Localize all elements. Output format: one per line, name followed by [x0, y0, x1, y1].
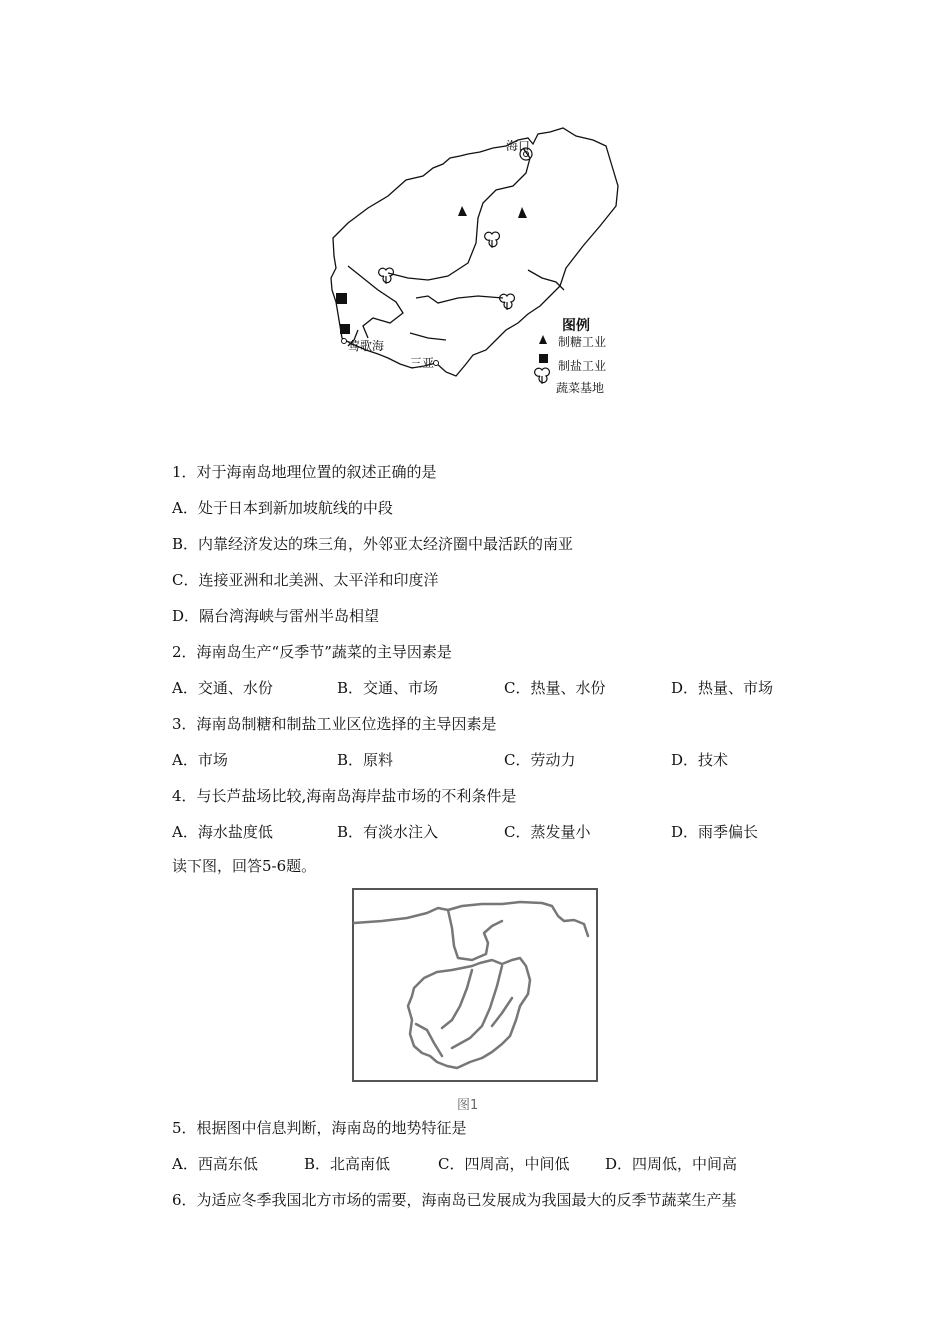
question-1-option-b: B．内靠经济发达的珠三角，外邻亚太经济圈中最活跃的南亚 — [172, 535, 574, 553]
mainland-coast — [354, 902, 588, 936]
question-4-option-d: D．雨季偏长 — [671, 823, 759, 841]
legend-item-label: 制盐工业 — [558, 359, 607, 373]
question-5-option-a: A．西高东低 — [172, 1155, 258, 1173]
island-outline — [408, 958, 530, 1068]
question-1-option-d: D．隔台湾海峡与雷州半岛相望 — [172, 607, 380, 625]
river-2 — [416, 296, 503, 303]
question-4-option-c: C．蒸发量小 — [504, 823, 591, 841]
legend-item-label: 制糖工业 — [558, 335, 607, 349]
question-1-stem: 1．对于海南岛地理位置的叙述正确的是 — [172, 463, 437, 481]
legend-title: 图例 — [562, 318, 590, 334]
question-5-stem: 5．根据图中信息判断，海南岛的地势特征是 — [172, 1119, 467, 1137]
hainan-industry-map — [328, 118, 628, 408]
question-3-option-b: B．原料 — [337, 751, 394, 769]
read-prompt: 读下图，回答5-6题。 — [172, 857, 317, 875]
river-a — [442, 970, 472, 1028]
salt-industry-icon — [340, 324, 350, 334]
yinggehai-city-icon — [342, 339, 347, 344]
question-5-option-d: D．四周低，中间高 — [605, 1155, 738, 1173]
city-label-yinggehai: 莺歌海 — [348, 339, 385, 353]
square-icon — [539, 354, 548, 363]
hainan-river-map — [352, 888, 598, 1082]
sugar-industry-icon — [458, 206, 467, 216]
question-2-stem: 2．海南岛生产“反季节”蔬菜的主导因素是 — [172, 643, 452, 661]
leizhou-peninsula — [448, 910, 502, 960]
river-d — [492, 998, 512, 1026]
triangle-icon — [539, 335, 547, 344]
vegetable-icon — [535, 368, 550, 384]
question-1-option-c: C．连接亚洲和北美洲、太平洋和印度洋 — [172, 571, 439, 589]
river-4 — [348, 266, 403, 338]
sugar-industry-icon — [518, 207, 527, 218]
sanya-city-icon — [434, 361, 439, 366]
question-3-option-a: A．市场 — [172, 751, 228, 769]
question-4-option-b: B．有淡水注入 — [337, 823, 439, 841]
question-3-option-c: C．劳动力 — [504, 751, 576, 769]
question-2-option-c: C．热量、水份 — [504, 679, 606, 697]
question-5-option-b: B．北高南低 — [304, 1155, 391, 1173]
question-2-option-b: B．交通、市场 — [337, 679, 439, 697]
map-legend — [535, 317, 606, 395]
question-3-option-d: D．技术 — [671, 751, 729, 769]
question-1-option-a: A．处于日本到新加坡航线的中段 — [172, 499, 393, 517]
question-6-stem: 6．为适应冬季我国北方市场的需要，海南岛已发展成为我国最大的反季节蔬菜生产基 — [172, 1191, 737, 1209]
question-3-stem: 3．海南岛制糖和制盐工业区位选择的主导因素是 — [172, 715, 497, 733]
question-4-stem: 4．与长芦盐场比较,海南岛海岸盐市场的不利条件是 — [172, 787, 517, 805]
question-4-option-a: A．海水盐度低 — [172, 823, 273, 841]
question-5-option-c: C．四周高，中间低 — [438, 1155, 570, 1173]
river-6 — [410, 333, 446, 340]
figure-caption: 图1 — [457, 1098, 479, 1113]
question-2-option-a: A．交通、水份 — [172, 679, 273, 697]
city-label-sanya: 三亚 — [410, 356, 435, 370]
salt-industry-icon — [336, 293, 347, 304]
vegetable-base-icon — [379, 232, 515, 310]
legend-item-label: 蔬菜基地 — [556, 381, 605, 395]
city-label-haikou: 海口 — [506, 139, 531, 153]
question-2-option-d: D．热量、市场 — [671, 679, 774, 697]
